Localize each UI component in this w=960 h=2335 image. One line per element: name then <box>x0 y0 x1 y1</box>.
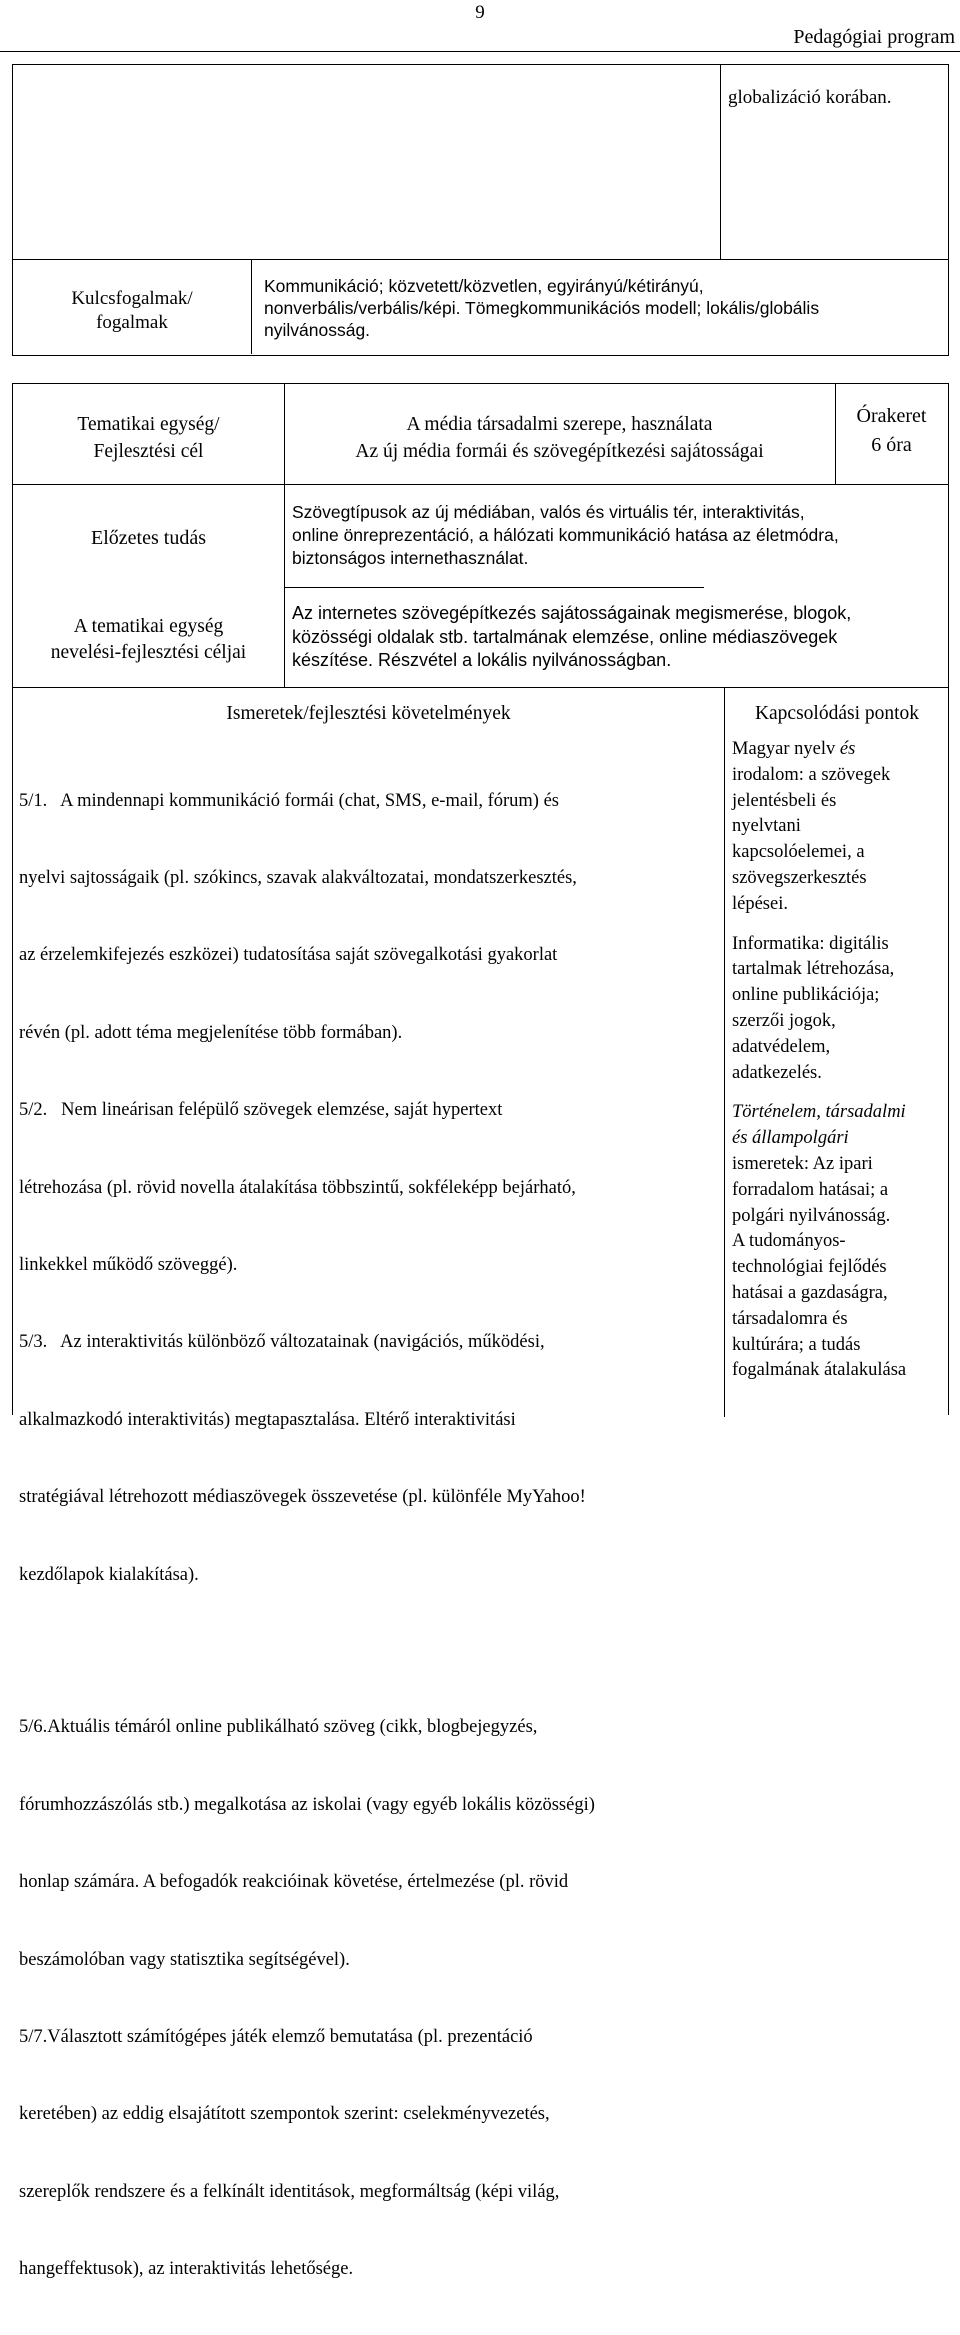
table-1-col-divider <box>720 65 721 259</box>
table-2-col-right-bottom <box>724 687 725 1417</box>
ismeretek-spacer <box>19 1640 722 1664</box>
celjai-text: Az internetes szövegépítkezés sajátosságainak megismerése, blogok, közösségi oldalak stb. tartalmának elemzése, online médiaszövegek készítése. Részvétel a lokális nyilvánosságban. <box>292 603 852 670</box>
elozetes-tudas-text: Szövegtípusok az új médiában, valós és virtuális tér, interaktivitás, online önreprezentáció, a hálózati kommunikáció hatása az életmódra, biztonságos internethasználat. <box>292 502 839 568</box>
ismeretek-line: stratégiával létrehozott médiaszövegek összevetése (pl. különféle MyYahoo! <box>19 1487 586 1508</box>
kapcsolodasi-header: Kapcsolódási pontok <box>754 703 920 724</box>
page-number: 9 <box>475 2 485 23</box>
ismeretek-line: 5/3. Az interaktivitás különböző változatainak (navigációs, működési, <box>19 1332 545 1353</box>
orakeret <box>835 402 948 460</box>
ismeretek-line: 5/6.Aktuális témáról online publikálható szöveg (cikk, blogbejegyzés, <box>19 1717 538 1738</box>
kapcsolodasi-informatika: Informatika: digitális tartalmak létrehozása, online publikációja; szerzői jogok, adatvédelem, adatkezelés. <box>732 933 895 1083</box>
header-rule <box>0 51 960 52</box>
orakeret-value: 6 óra <box>871 434 912 456</box>
kapcsolodasi-tortenelem: Történelem, társadalmi és állampolgári ismeretek: Az ipari forradalom hatásai; a polgári nyilvánosság. A tudományos- technológiai fejlődés hatásai a gazdaságra, társadalomra és kultúrára; a tudás fogalmának átalakulása <box>732 1102 907 1381</box>
ismeretek-line: szereplők rendszere és a felkínált identitások, megformáltság (képi világ, <box>19 2181 560 2202</box>
ismeretek-text <box>19 737 722 2335</box>
ismeretek-line: révén (pl. adott téma megjelenítése több formában). <box>19 1022 403 1043</box>
ismeretek-line: hangeffektusok), az interaktivitás lehetősége. <box>19 2259 354 2280</box>
ismeretek-line: 5/1. A mindennapi kommunikáció formái (chat, SMS, e-mail, fórum) és <box>19 790 560 811</box>
ismeretek-line: linkekkel működő szöveggé). <box>19 1254 238 1275</box>
table-1-col-divider-2 <box>251 259 252 354</box>
kulcsfogalmak-label: Kulcsfogalmak/ fogalmak <box>71 288 193 333</box>
program-title: Pedagógiai program <box>793 26 955 48</box>
elozetes-tudas-label: Előzetes tudás <box>91 527 206 549</box>
ismeretek-line: nyelvi sajtosságaik (pl. szókincs, szavak alakváltozatai, mondatszerkesztés, <box>19 867 577 888</box>
ismeretek-line: 5/7.Választott számítógépes játék elemző bemutatása (pl. prezentáció <box>19 2027 533 2048</box>
table-2-divider-header <box>13 484 948 485</box>
continuation-text: globalizáció korában. <box>728 87 892 108</box>
ismeretek-line: fórumhozzászólás stb.) megalkotása az iskolai (vagy egyéb lokális közösségi) <box>19 1794 595 1815</box>
celjai-label: A tematikai egység nevelési-fejlesztési céljai <box>50 616 247 663</box>
table-2 <box>12 383 949 2280</box>
topic-title: A média társadalmi szerepe, használata Az új média formái és szövegépítkezési sajátosságai <box>355 414 764 462</box>
kapcsolodasi-text <box>732 737 948 1384</box>
ismeretek-line: létrehozása (pl. rövid novella átalakítása többszintű, sokféleképp bejárható, <box>19 1177 576 1198</box>
ismeretek-line: 5/2. Nem lineárisan felépülő szövegek elemzése, saját hypertext <box>19 1100 503 1121</box>
ismeretek-line: az érzelemkifejezés eszközei) tudatosítása saját szövegalkotási gyakorlat <box>19 945 558 966</box>
tematikai-egyseg-label: Tematikai egység/ Fejlesztési cél <box>77 414 220 462</box>
kapcsolodasi-magyar: Magyar nyelv és irodalom: a szövegek jelentésbeli és nyelvtani kapcsolóelemei, a szövegszerkesztés lépései. <box>732 739 891 914</box>
kulcsfogalmak-text: Kommunikáció; közvetett/közvetlen, egyirányú/kétirányú, nonverbális/verbális/képi. Tömegkommunikációs modell; lokális/globális nyilvánosság. <box>264 276 820 340</box>
ismeretek-line: honlap számára. A befogadók reakcióinak követése, értelmezése (pl. rövid <box>19 1872 569 1893</box>
table-1 <box>12 64 949 356</box>
ismeretek-line: beszámolóban vagy statisztika segítségével). <box>19 1949 350 1970</box>
kapcsolodasi-spacer <box>732 918 948 932</box>
orakeret-label: Órakeret <box>856 405 927 427</box>
table-1-row-divider <box>13 259 948 260</box>
ismeretek-line: keretében) az eddig elsajátított szempontok szerint: cselekményvezetés, <box>19 2104 550 2125</box>
ismeretek-header: Ismeretek/fejlesztési követelmények <box>226 703 511 724</box>
ismeretek-line: kezdőlapok kialakítása). <box>19 1564 199 1585</box>
ismeretek-line: alkalmazkodó interaktivitás) megtapasztalása. Eltérő interaktivitási <box>19 1409 516 1430</box>
kapcsolodasi-spacer <box>732 1086 948 1100</box>
table-2-divider-elozetes <box>284 587 704 588</box>
table-2-divider-celjai <box>13 687 948 688</box>
